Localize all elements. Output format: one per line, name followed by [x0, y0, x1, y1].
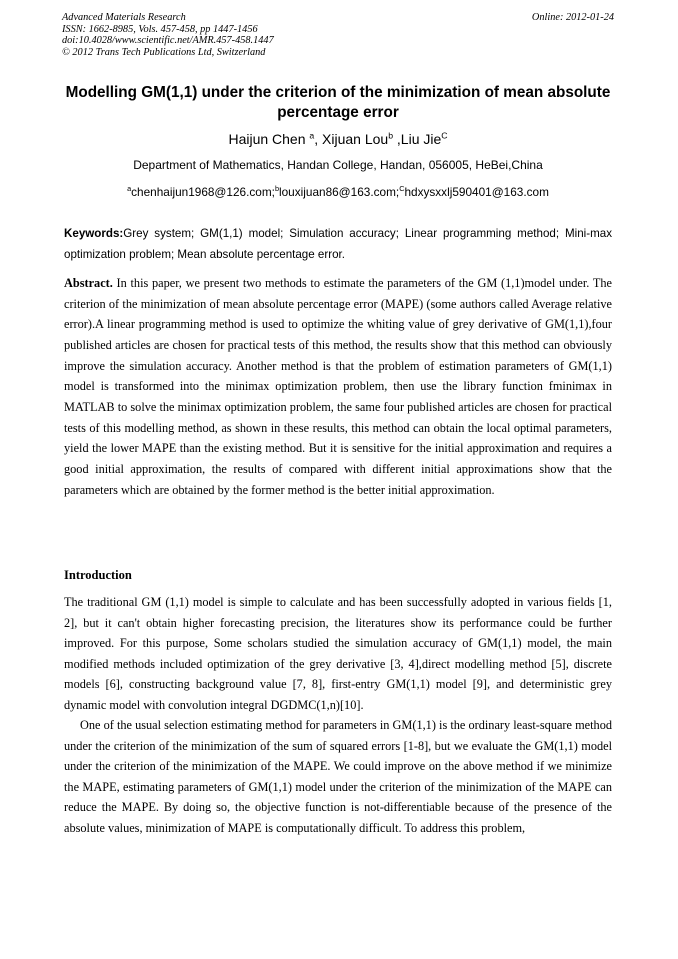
abstract-label: Abstract. [64, 276, 113, 290]
email-mark: b [274, 184, 279, 194]
section-heading-introduction: Introduction [64, 568, 132, 582]
author-name: ,Liu Jie [393, 131, 442, 147]
author-list [62, 130, 614, 148]
paper-title: Modelling GM(1,1) under the criterion of the minimization of mean absolute percentage error [65, 84, 611, 121]
email-address: louxijuan86@163.com; [279, 185, 400, 199]
author-name: , Xijuan Lou [314, 131, 389, 147]
keywords-text: Grey system; GM(1,1) model; Simulation accuracy; Linear programming method; Mini-max optimization problem; Mean absolute percentage error. [64, 227, 612, 261]
keywords [64, 224, 612, 265]
email-mark: a [127, 184, 132, 194]
abstract-text: In this paper, we present two methods to estimate the parameters of the GM (1,1)model under. The criterion of the minimization of mean absolute percentage error (MAPE) (some authors called Average relative error).A linear programming method is used to optimize the whiting value of grey derivative of GM(1,1),four published articles are chosen for practical tests of this method, the results show that this method can obviously improve the simulation accuracy. Another method is that the problem of estimation parameters of GM(1,1) model is transformed into the minimax optimization problem, then use the library function fminimax in MATLAB to solve the minimax optimization problem, the same four published articles are chosen for practical tests of this modelling method, as shown in these results, this method can obtain the local optimal parameters, yield the lower MAPE than the existing method. But it is sensitive for the initial approximation and requires a good initial approximation, the results of compared with different initial approximations show that the parameters which are obtained by the former method is the better initial approximation. [64, 276, 612, 497]
introduction-paragraph: One of the usual selection estimating method for parameters in GM(1,1) is the ordinary least-square method under the criterion of the minimization of the sum of squared errors [1-8], but we evaluate the GM(1,1) model under the criterion of the minimization of the MAPE. We could improve on the above method if we minimize the MAPE, estimating parameters of GM(1,1) model under the criterion of the minimization of the MAPE can reduce the MAPE. By doing so, the objective function is not-differentiable because of the presence of the absolute values, minimization of MAPE is computationally difficult. To address this problem, [64, 718, 612, 835]
affiliation: Department of Mathematics, Handan College, Handan, 056005, HeBei,China [133, 158, 543, 172]
email-address: hdxysxxlj590401@163.com [404, 185, 549, 199]
email-list [62, 185, 614, 200]
copyright-line: © 2012 Trans Tech Publications Ltd, Switzerland [62, 46, 266, 58]
author-name: Haijun Chen [228, 131, 306, 147]
issn-line: ISSN: 1662-8985, Vols. 457-458, pp 1447-1456 [62, 23, 258, 35]
doi-line: doi:10.4028/www.scientific.net/AMR.457-458.1447 [62, 35, 274, 47]
introduction-paragraph: The traditional GM (1,1) model is simple to calculate and has been successfully adopted in various fields [1, 2], but it can't obtain higher forecasting precision, the literatures show its performance could be further improved. For this purpose, Some scholars studied the simulation accuracy of GM(1,1) model, the main modified methods included optimization of the grey derivative [3, 4],direct modelling method [5], discrete models [6], constructing background value [7, 8], first-entry GM(1,1) model [9], and deterministic grey dynamic model with convolution integral DGDMC(1,n)[10]. [64, 595, 612, 712]
keywords-label: Keywords: [64, 227, 124, 240]
author-affil-mark: C [441, 130, 448, 141]
abstract [64, 273, 612, 500]
introduction-body [64, 592, 612, 838]
online-date: Online: 2012-01-24 [531, 12, 614, 23]
author-affil-mark: b [388, 130, 394, 141]
journal-name: Advanced Materials Research [62, 12, 186, 23]
page-header [62, 12, 614, 58]
author-affil-mark: a [309, 130, 315, 141]
email-address: chenhaijun1968@126.com; [131, 185, 275, 199]
email-mark: C [399, 184, 405, 194]
